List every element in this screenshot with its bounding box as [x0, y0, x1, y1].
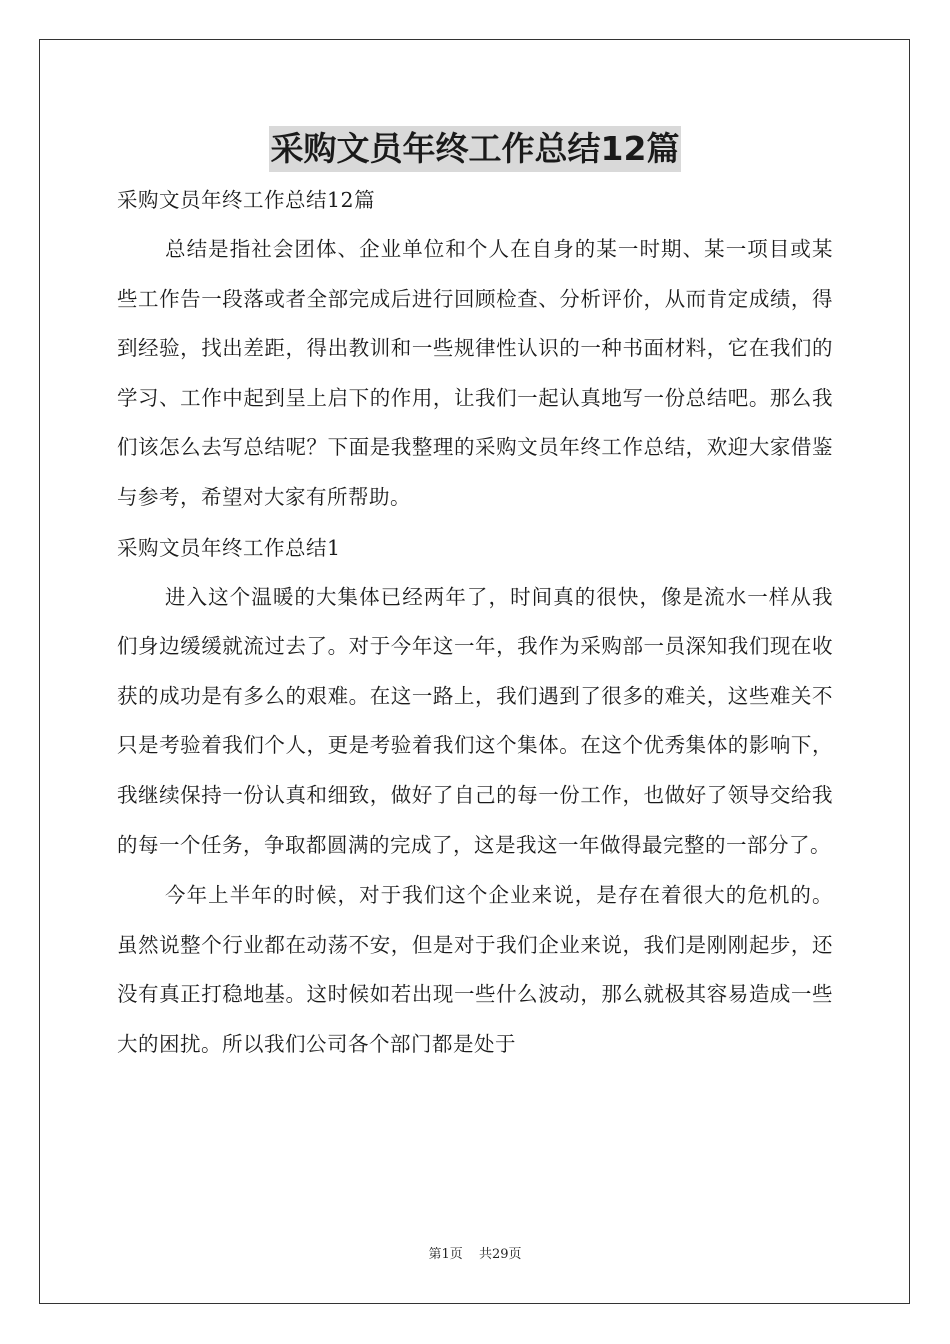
page-footer [0, 1246, 950, 1264]
title-container [0, 126, 950, 172]
intro-paragraph: 总结是指社会团体、企业单位和个人在自身的某一时期、某一项目或某些工作告一段落或者全部完成后进行回顾检查、分析评价，从而肯定成绩，得到经验，找出差距，得出教训和一些规律性认识的一种书面材料，它在我们的学习、工作中起到呈上启下的作用，让我们一起认真地写一份总结吧。那么我们该怎么去写总结呢？下面是我整理的采购文员年终工作总结，欢迎大家借鉴与参考，希望对大家有所帮助。 [117, 237, 833, 509]
section-1-paragraph: 进入这个温暖的大集体已经两年了，时间真的很快，像是流水一样从我们身边缓缓就流过去了。对于今年这一年，我作为采购部一员深知我们现在收获的成功是有多么的艰难。在这一路上，我们遇到了很多的难关，这些难关不只是考验着我们个人，更是考验着我们这个集体。在这个优秀集体的影响下，我继续保持一份认真和细致，做好了自己的每一份工作，也做好了领导交给我的每一个任务，争取都圆满的完成了，这是我这一年做得最完整的一部分了。 [117, 584, 833, 857]
document-subtitle: 采购文员年终工作总结12篇 [117, 188, 376, 212]
page-number: 第1页 [428, 1247, 463, 1262]
document-body [117, 175, 833, 1070]
document-title: 采购文员年终工作总结12篇 [269, 126, 682, 172]
section-1-heading: 采购文员年终工作总结1 [117, 535, 341, 560]
section-1-paragraph: 今年上半年的时候，对于我们这个企业来说，是存在着很大的危机的。虽然说整个行业都在动荡不安，但是对于我们企业来说，我们是刚刚起步，还没有真正打稳地基。这时候如若出现一些什么波动，那么就极其容易造成一些大的困扰。所以我们公司各个部门都是处于 [117, 883, 833, 1056]
total-pages: 共29页 [478, 1247, 522, 1262]
